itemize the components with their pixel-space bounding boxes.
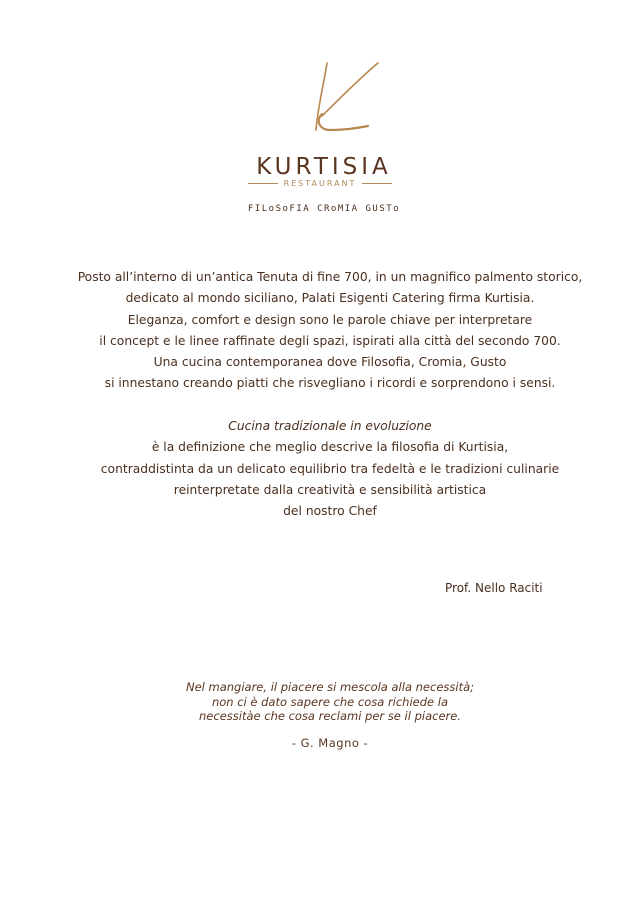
- kurtisia-logo: [0, 58, 640, 218]
- philosophy-line: reinterpretate dalla creatività e sensibilità artistica: [173, 482, 487, 497]
- signature: Prof. Nello Raciti: [445, 581, 543, 595]
- subtitle-left-rule: [248, 183, 278, 184]
- intro-line: si innestano creando piatti che risvegliano i ricordi e sorprendono i sensi.: [104, 376, 556, 391]
- quote: [60, 680, 600, 724]
- quote-line: necessitàe che cosa reclami per se il piacere.: [199, 709, 461, 723]
- philosophy-heading: Cucina tradizionale in evoluzione: [228, 419, 432, 433]
- philosophy-line: del nostro Chef: [283, 504, 377, 519]
- k-monogram-icon: [300, 58, 390, 138]
- intro-line: Posto all’interno di un’antica Tenuta di fine 700, in un magnifico palmento storico,: [77, 270, 583, 284]
- quote-line: non ci è dato sapere che cosa richiede la: [211, 694, 449, 709]
- philosophy-paragraph: [60, 416, 600, 522]
- philosophy-line: è la definizione che meglio descrive la filosofia di Kurtisia,: [151, 440, 509, 455]
- brand-tagline: FILoSoFIA CRoMIA GUSTo: [247, 204, 401, 214]
- intro-line: Una cucina contemporanea dove Filosofia, Cromia, Gusto: [153, 355, 507, 370]
- brand-subtitle: [0, 179, 640, 188]
- brand-name: KURTISIA: [256, 154, 392, 180]
- quote-line: Nel mangiare, il piacere si mescola alla necessità;: [185, 680, 475, 694]
- philosophy-line: contraddistinta da un delicato equilibrio tra fedeltà e le tradizioni culinarie: [100, 461, 560, 476]
- brand-subtitle-text: RESTAURANT: [283, 179, 357, 188]
- subtitle-right-rule: [362, 183, 392, 184]
- intro-line: dedicato al mondo siciliano, Palati Esigenti Catering firma Kurtisia.: [125, 291, 535, 306]
- intro-line: il concept e le linee raffinate degli spazi, ispirati alla città del secondo 700.: [99, 333, 561, 348]
- intro-paragraph: [60, 267, 600, 395]
- intro-line: Eleganza, comfort e design sono le parole chiave per interpretare: [127, 312, 533, 327]
- quote-author: - G. Magno -: [291, 736, 369, 750]
